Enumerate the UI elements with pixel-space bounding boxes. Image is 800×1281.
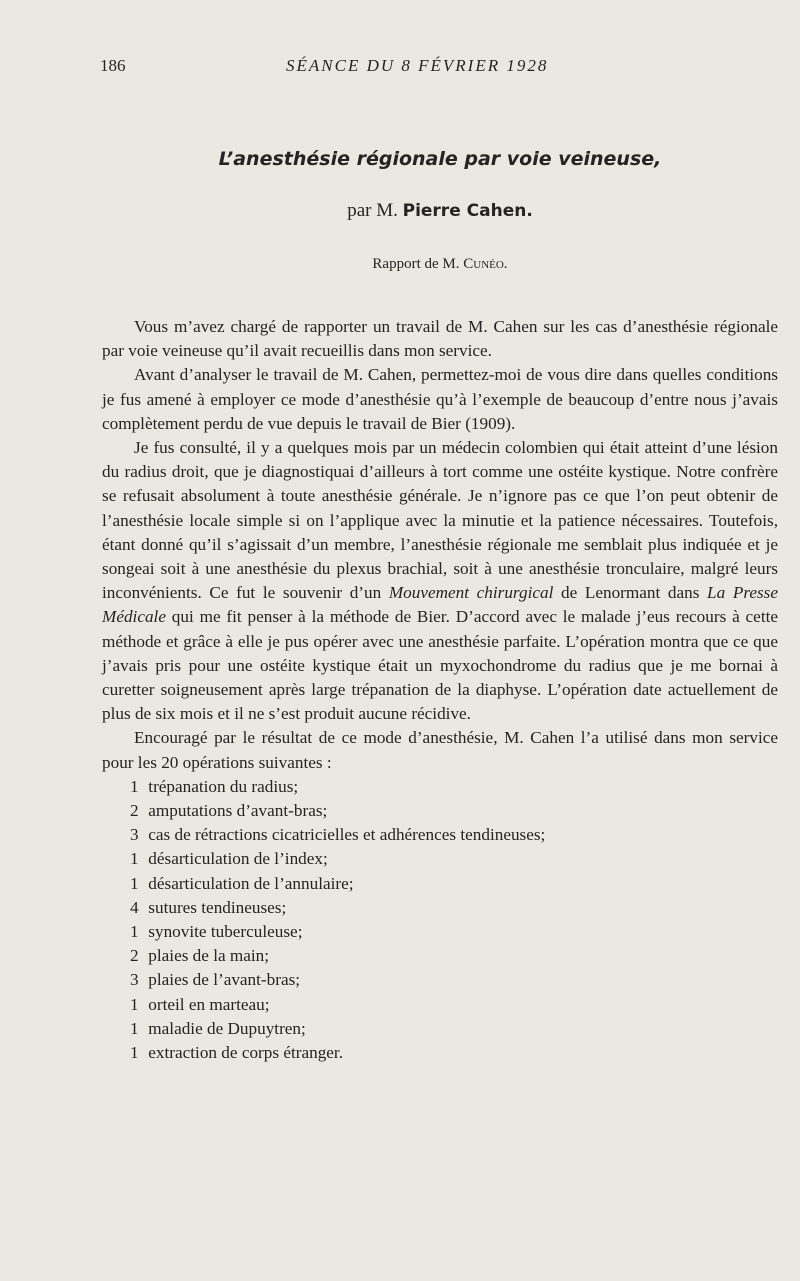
- paragraph-3: [102, 436, 778, 726]
- operation-count: 4: [130, 897, 139, 917]
- operation-label: trépanation du radius;: [148, 776, 299, 796]
- list-item: [130, 1017, 778, 1041]
- report-prefix: Rapport de M.: [372, 256, 464, 272]
- list-item: [130, 993, 778, 1017]
- author-line: [100, 200, 780, 222]
- operation-count: 1: [130, 1043, 139, 1063]
- operation-label: amputations d’avant-bras;: [148, 801, 328, 821]
- paragraph-3-text-3: qui me fit penser à la méthode de Bier. D’accord avec le malade j’eus recours à cette méthode et grâce à elle je pus opérer avec une anesthésie parfaite. L’opération montra que ce que j’avais pris pour une ostéite kystique était un myxochondrome du radius que je me bornai à curetter soigneusement après large trépanation de la diaphyse. L’opération date actuellement de plus de six mois et il ne s’est produit aucune récidive.: [102, 607, 778, 724]
- list-item: [130, 799, 778, 823]
- article-body: [102, 315, 778, 1065]
- cited-article-title: Mouvement chirurgical: [388, 583, 554, 603]
- author-prefix: par M.: [347, 200, 403, 221]
- running-title: SÉANCE DU 8 FÉVRIER 1928: [286, 56, 549, 75]
- operation-label: désarticulation de l’index;: [148, 849, 328, 869]
- operation-count: 1: [130, 994, 139, 1014]
- operation-count: 1: [130, 922, 139, 942]
- operations-list: [102, 775, 778, 1065]
- paragraph-3-text-1: Je fus consulté, il y a quelques mois par un médecin colombien qui était atteint d’une lésion du radius droit, que je diagnostiquai d’ailleurs à tort comme une ostéite kystique. Notre confrère se refusait absolument à toute anesthésie générale. Je n’ignore pas ce que l’on peut obtenir de l’anesthésie locale simple si on l’applique avec la minutie et la patience nécessaires. Toutefois, étant donné qu’il s’agissait d’un membre, l’anesthésie régionale me semblait plus indiquée et je songeai soit à une anesthésie du plexus brachial, soit à une anesthésie tronculaire, malgré leurs inconvénients. Ce fut le souvenir d’un: [102, 438, 778, 603]
- cited-journal-title: La Presse Médicale: [102, 583, 779, 627]
- operation-count: 3: [130, 825, 139, 845]
- author-name: Pierre Cahen.: [402, 201, 533, 221]
- operation-count: 1: [130, 776, 139, 796]
- operation-label: désarticulation de l’annulaire;: [148, 873, 354, 893]
- article-title: L’anesthésie régionale par voie veineuse,: [218, 148, 662, 170]
- page-number: 186: [100, 56, 126, 75]
- list-item: [130, 823, 778, 847]
- list-item: [130, 944, 778, 968]
- running-head: [100, 56, 780, 80]
- report-line: [100, 256, 780, 273]
- operation-label: plaies de l’avant-bras;: [148, 970, 301, 990]
- operation-label: synovite tuberculeuse;: [148, 922, 303, 942]
- operation-label: maladie de Dupuytren;: [148, 1018, 306, 1038]
- list-item: [130, 896, 778, 920]
- operation-count: 2: [130, 801, 139, 821]
- paragraph-4: Encouragé par le résultat de ce mode d’anesthésie, M. Cahen l’a utilisé dans mon service pour les 20 opérations suivantes :: [102, 728, 778, 772]
- list-item: [130, 847, 778, 871]
- operation-count: 2: [130, 946, 139, 966]
- operation-label: plaies de la main;: [148, 946, 270, 966]
- paragraph-2: Avant d’analyser le travail de M. Cahen, permettez-moi de vous dire dans quelles conditions je fus amené à employer ce mode d’anesthésie qu’à l’exemple de beaucoup d’entre nous j’avais complètement perdu de vue depuis le travail de Bier (1909).: [102, 365, 778, 433]
- operation-label: cas de rétractions cicatricielles et adhérences tendineuses;: [148, 825, 546, 845]
- paragraph-1: Vous m’avez chargé de rapporter un travail de M. Cahen sur les cas d’anesthésie régionale par voie veineuse qu’il avait recueillis dans mon service.: [102, 317, 778, 361]
- operation-label: extraction de corps étranger.: [148, 1043, 343, 1063]
- list-item: [130, 872, 778, 896]
- reporter-name: Cunéo.: [463, 256, 508, 272]
- paragraph-3-text-2: de Lenormant dans: [553, 583, 708, 603]
- operation-count: 1: [130, 1018, 139, 1038]
- list-item: [130, 1041, 778, 1065]
- operation-label: orteil en marteau;: [148, 994, 270, 1014]
- operation-count: 1: [130, 873, 139, 893]
- list-item: [130, 775, 778, 799]
- list-item: [130, 920, 778, 944]
- operation-label: sutures tendineuses;: [148, 897, 287, 917]
- operation-count: 1: [130, 849, 139, 869]
- operation-count: 3: [130, 970, 139, 990]
- list-item: [130, 968, 778, 992]
